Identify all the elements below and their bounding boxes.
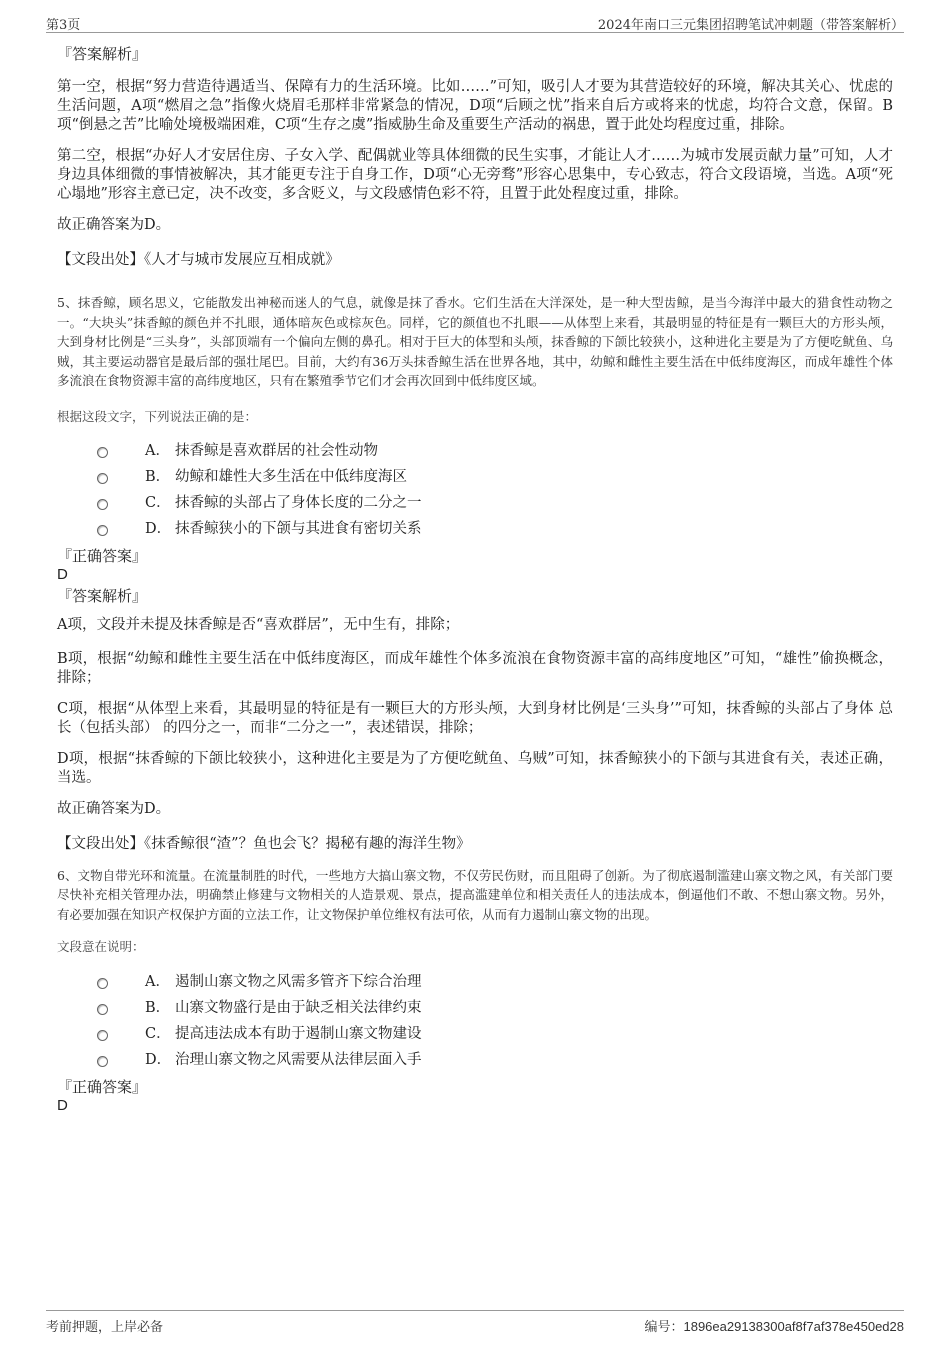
analysis-paragraph: B项，根据“幼鲸和雌性主要生活在中低纬度海区，而成年雄性个体多流浪在食物资源丰富的高纬度地区”可知，“雄性”偷换概念，排除；	[57, 650, 893, 686]
option-text: 遏制山寨文物之风需多管齐下综合治理	[175, 974, 422, 990]
page-header	[46, 12, 904, 33]
radio-button[interactable]	[97, 1056, 108, 1067]
option-a[interactable]	[57, 438, 893, 464]
analysis-tag: 『答案解析』	[57, 586, 148, 605]
radio-button[interactable]	[97, 978, 108, 989]
radio-button[interactable]	[97, 473, 108, 484]
option-a[interactable]	[57, 969, 893, 995]
option-b[interactable]	[57, 464, 893, 490]
option-letter: D．	[145, 520, 172, 537]
option-d[interactable]	[57, 1047, 893, 1073]
analysis-paragraph: 第一空，根据“努力营造待遇适当、保障有力的生活环境。比如……”可知，吸引人才要为其营造较好的环境，解决其关心、忧虑的生活问题，A项“燃眉之急”指像火烧眉毛那样非常紧急的情况，D项“后顾之忧”指来自后方或将来的忧虑，均符合文意，保留。B项“倒悬之苦”比喻处境极端困难，C项“生存之虞”指威胁生命及重要生产活动的祸患，置于此处均程度过重，排除。	[57, 79, 893, 133]
analysis-paragraph: A项，文段并未提及抹香鲸是否“喜欢群居”，无中生有，排除；	[57, 616, 460, 633]
option-text: 抹香鲸的头部占了身体长度的二分之一	[175, 494, 422, 511]
page-footer	[46, 1310, 904, 1333]
question-5-prompt: 根据这段文字，下列说法正确的是：	[57, 408, 258, 424]
option-text: 提高违法成本有助于遏制山寨文物建设	[175, 1026, 422, 1042]
radio-button[interactable]	[97, 447, 108, 458]
analysis-tag: 『答案解析』	[57, 45, 148, 63]
option-letter: C．	[145, 494, 171, 511]
option-d[interactable]	[57, 516, 893, 542]
option-b[interactable]	[57, 995, 893, 1021]
correct-answer-tag: 『正确答案』	[57, 546, 148, 565]
correct-answer: D	[57, 1097, 68, 1114]
option-letter: B．	[145, 1000, 171, 1016]
radio-button[interactable]	[97, 1004, 108, 1015]
option-text: 抹香鲸是喜欢群居的社会性动物	[175, 442, 378, 459]
page-content	[57, 44, 893, 1115]
answer-conclusion: 故正确答案为D。	[57, 217, 171, 233]
radio-button[interactable]	[97, 525, 108, 536]
option-text: 山寨文物盛行是由于缺乏相关法律约束	[175, 1000, 422, 1016]
code-label: 编号：	[644, 1319, 684, 1334]
radio-button[interactable]	[97, 499, 108, 510]
radio-button[interactable]	[97, 1030, 108, 1041]
question-5-text: 5、抹香鲸，顾名思义，它能散发出神秘而迷人的气息，就像是抹了香水。它们生活在大洋深处，是一种大型齿鲸，是当今海洋中最大的猎食性动物之一。“大块头”抹香鲸的颜色并不扎眼，通体暗灰色或棕灰色。同样，它的颜值也不扎眼——从体型上来看，其最明显的特征是有一颗巨大的方形头颅，大到身材比例是“三头身”，头部顶端有一个偏向左侧的鼻孔。相对于巨大的体型和头颅，抹香鲸的下颌比较狭小，这种进化主要是为了方便吃鱿鱼、乌贼，其主要运动器官是最后部的强壮尾巴。目前，大约有36万头抹香鲸生活在世界各地，其中，幼鲸和雌性主要生活在中低纬度海区，而成年雄性个体多流浪在食物资源丰富的高纬度地区，只有在繁殖季节它们才会再次回到中低纬度区域。	[57, 295, 893, 388]
document-title: 2024年南口三元集团招聘笔试冲刺题（带答案解析）	[597, 18, 904, 33]
option-c[interactable]	[57, 490, 893, 516]
option-text: 幼鲸和雄性大多生活在中低纬度海区	[175, 468, 407, 485]
page-number: 第3页	[46, 18, 81, 33]
option-text: 治理山寨文物之风需要从法律层面入手	[175, 1052, 422, 1068]
footer-slogan: 考前押题，上岸必备	[46, 1320, 164, 1335]
option-letter: B．	[145, 468, 171, 485]
question-6-text: 6、文物自带光环和流量。在流量制胜的时代，一些地方大搞山寨文物，不仅劳民伤财，而且阻碍了创新。为了彻底遏制滥建山寨文物之风，有关部门要尽快补充相关管理办法，明确禁止修建与文物相关的人造景观、景点，提高滥建单位和相关责任人的违法成本，倒逼他们不敢、不想山寨文物。另外，有必要加强在知识产权保护方面的立法工作，让文物保护单位维权有法可依，从而有力遏制山寨文物的出现。	[57, 867, 893, 922]
option-letter: A．	[145, 974, 170, 990]
analysis-paragraph: C项，根据“从体型上来看，其最明显的特征是有一颗巨大的方形头颅，大到身材比例是‘三头身’”可知，抹香鲸的头部占了身体 总长（包括头部） 的四分之一，而非“二分之一”，表述错误，排除；	[57, 700, 893, 736]
answer-conclusion: 故正确答案为D。	[57, 800, 171, 817]
option-letter: A．	[145, 442, 170, 459]
analysis-paragraph: D项，根据“抹香鲸的下颌比较狭小，这种进化主要是为了方便吃鱿鱼、乌贼”可知，抹香鲸狭小的下颌与其进食有关，表述正确，当选。	[57, 750, 893, 786]
code-value: 1896ea29138300af8f7af378e450ed28	[683, 1319, 904, 1334]
source-citation: 【文段出处】《抹香鲸很“渣”？鱼也会飞？揭秘有趣的海洋生物》	[57, 835, 471, 852]
question-6-options	[57, 969, 893, 1073]
question-5-options	[57, 438, 893, 542]
correct-answer: D	[57, 565, 68, 583]
question-6-prompt: 文段意在说明：	[57, 939, 145, 954]
option-text: 抹香鲸狭小的下颌与其进食有密切关系	[175, 520, 422, 537]
source-citation: 【文段出处】《人才与城市发展应互相成就》	[57, 252, 340, 268]
option-letter: D．	[145, 1052, 172, 1068]
analysis-paragraph: 第二空，根据“办好人才安居住房、子女入学、配偶就业等具体细微的民生实事，才能让人才……为城市发展贡献力量”可知，人才身边具体细微的事情被解决，其才能更专注于自身工作，D项“心无旁骛”形容心思集中，专心致志，符合文段语境，当选。A项“死心塌地”形容主意已定，决不改变，多含贬义，与文段感情色彩不符，且置于此处程度过重，排除。	[57, 148, 893, 202]
correct-answer-tag: 『正确答案』	[57, 1078, 148, 1096]
option-c[interactable]	[57, 1021, 893, 1047]
option-letter: C．	[145, 1026, 171, 1042]
document-code	[644, 1316, 904, 1335]
